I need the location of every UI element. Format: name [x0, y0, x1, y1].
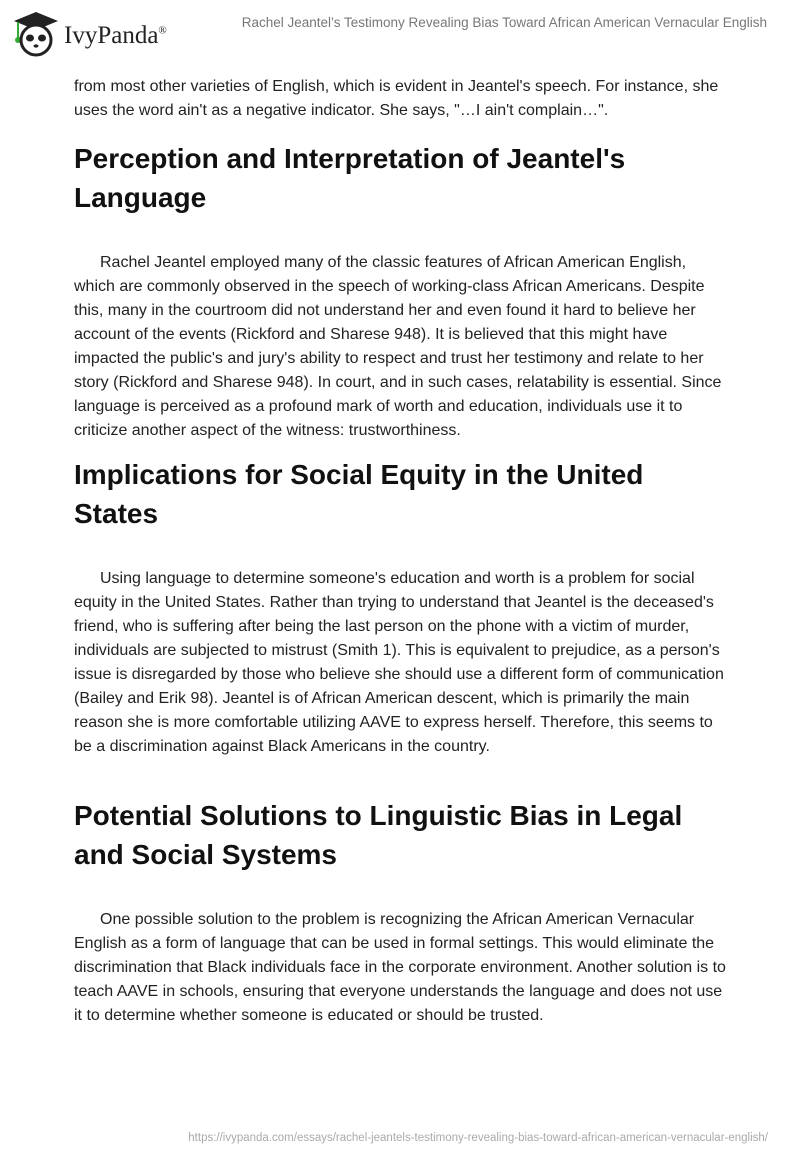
- document-title: Rachel Jeantel’s Testimony Revealing Bias Toward African American Vernacular English: [241, 15, 767, 30]
- section-paragraph: Using language to determine someone's education and worth is a problem for social equity in the United States. Rather than trying to understand that Jeantel is the deceased's friend, who is suffering after being the last person on the phone with a victim of murder, individuals are subjected to mistrust (Smith 1). This is equivalent to prejudice, as a person's issue is disregarded by those who believe she should use a different form of communication (Bailey and Erik 98). Jeantel is of African American descent, which is primarily the main reason she is more comfortable utilizing AAVE to express herself. Therefore, this seems to be a discrimination against Black Americans in the country.: [74, 570, 724, 755]
- section-heading: Potential Solutions to Linguistic Bias in Legal and Social Systems: [74, 800, 683, 870]
- section-solutions: [74, 796, 728, 1028]
- section-heading: Implications for Social Equity in the United States: [74, 459, 644, 529]
- section-paragraph: Rachel Jeantel employed many of the classic features of African American English, which are commonly observed in the speech of working-class African Americans. Despite this, many in the courtroom did not understand her and even found it hard to believe her account of the events (Rickford and Sharese 948). It is believed that this might have impacted the public's and jury's ability to respect and trust her testimony and relate to her story (Rickford and Sharese 948). In court, and in such cases, relatability is essential. Since language is perceived as a profound mark of worth and education, individuals use it to criticize another aspect of the witness: trustworthiness.: [74, 254, 722, 439]
- intro-block: [74, 75, 728, 123]
- section-heading: Perception and Interpretation of Jeantel's Language: [74, 143, 626, 213]
- ivypanda-logo[interactable]: [10, 8, 167, 58]
- section-implications: [74, 455, 728, 759]
- logo-text: IvyPanda®: [64, 22, 167, 49]
- panda-graduate-icon: [10, 8, 62, 58]
- section-perception: [74, 139, 728, 443]
- intro-paragraph: from most other varieties of English, which is evident in Jeantel's speech. For instance, she uses the word ain't as a negative indicator. She says, "…I ain't complain…".: [74, 78, 719, 119]
- source-url-link[interactable]: https://ivypanda.com/essays/rachel-jeantels-testimony-revealing-bias-toward-african-american-vernacular-english/: [188, 1132, 768, 1144]
- section-paragraph: One possible solution to the problem is recognizing the African American Vernacular English as a form of language that can be used in formal settings. This would eliminate the discrimination that Black individuals face in the corporate environment. Another solution is to teach AAVE in schools, ensuring that everyone understands the language and does not use it to determine whether someone is educated or should be trusted.: [74, 911, 726, 1024]
